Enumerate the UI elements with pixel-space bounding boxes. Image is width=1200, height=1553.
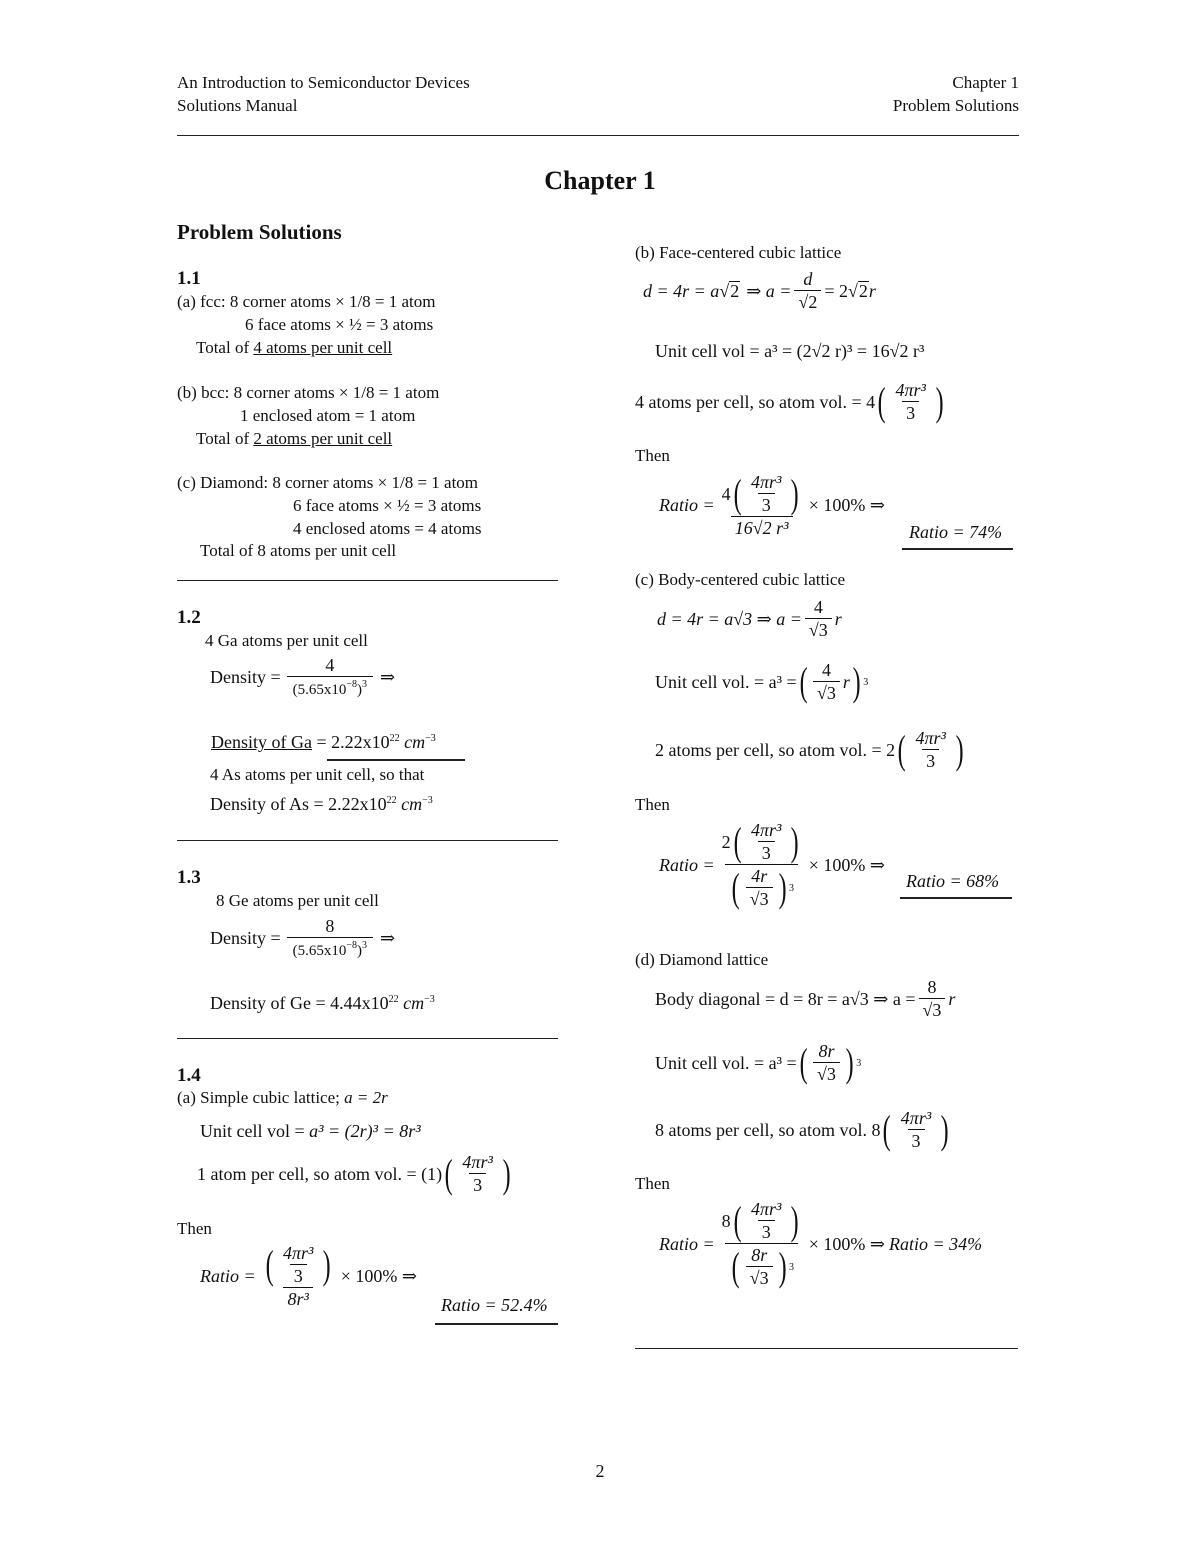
p1-2-as-line: 4 As atoms per unit cell, so that [210,765,425,784]
paren-group: ( $\frac{\text{4πr³}}{3}$ ) [883,1107,949,1152]
paren-group: ( $\frac{\text{4πr³}}{3}$ ) [877,379,944,424]
den-base: 5.65x10 [297,682,347,698]
coef: 4 [721,483,731,504]
result-exp: 22 [388,994,399,1005]
c-vol-label: Unit cell vol. = a³ = [655,671,797,692]
then-label: Then [635,795,670,814]
p1-3-result [210,993,435,1014]
paren-group: ( $\frac{\text{4πr³}}{3}$ ) [897,727,964,772]
ratio-numerator: 4 ( $\frac{\text{4πr³}}{3}$ ) [721,471,800,516]
numerator: 4 [325,655,335,675]
ratio-label: Ratio = [659,1233,715,1254]
denominator: $(5.65x10^{-8})^3$ [287,937,373,960]
ratio-result-b: Ratio = 74% [909,522,1003,542]
paren-group: ( $\frac{8r}{√3}$ ) 3 [799,1040,862,1085]
problem-1-2-number: 1.2 [177,607,201,628]
ratio-b-eq [659,472,885,539]
as-unit: cm [401,794,423,814]
frac-den: 3 [902,401,919,424]
as-label: Density of As = 2.22x10 [210,794,387,814]
result-unit: cm [403,993,425,1013]
result-unit-exp: −3 [425,733,436,744]
frac-num: 4πr³ [915,728,946,748]
p1-4-d-vol [655,1041,861,1085]
a-line-eq: a = 2r [344,1088,388,1107]
density-label: Density = [210,666,281,687]
frac-den: 3 [290,1264,307,1287]
frac-den: √3 [919,998,946,1021]
p1-1-a-total [196,338,392,358]
p1-4-a-line [177,1088,388,1108]
percent-implies: × 100% ⇒ [340,1266,417,1286]
ratio-numerator: 8 ( $\frac{\text{4πr³}}{3}$ ) [721,1198,800,1243]
coef: 8 [721,1210,731,1231]
percent-implies: × 100% ⇒ [808,1233,885,1254]
a-line-text: (a) Simple cubic lattice; [177,1088,345,1107]
frac-den: √3 [813,1062,840,1085]
8r-over-root3 [813,1041,840,1085]
ratio-fraction [718,820,806,910]
4r-over-root3 [746,866,773,910]
den-pow: 3 [362,679,368,690]
ratio-denominator: ( $\frac{8r}{√3}$ ) 3 [725,1243,798,1289]
cube-exponent: 3 [788,1261,794,1273]
p1-1-b-total-prefix: Total of [196,429,254,448]
b-eq-part3: ⇒ a = [746,280,792,301]
b-atom-label: 4 atoms per cell, so atom vol. = 4 [635,391,876,412]
a-atom-label: 1 atom per cell, so atom vol. = (1) [197,1163,443,1184]
d-atom-label: 8 atoms per cell, so atom vol. 8 [655,1119,881,1140]
header-manual: Solutions Manual [177,96,298,115]
ratio-numerator: 2 ( $\frac{\text{4πr³}}{3}$ ) [721,819,800,864]
numerator: 8 [325,916,335,936]
p1-1-c-total: Total of 8 atoms per unit cell [200,541,397,560]
b-eq-part5: r [868,280,876,301]
ratio-denominator: ( $\frac{4r}{√3}$ ) 3 [725,864,798,910]
ratio-d-eq [659,1199,982,1289]
d-eq-text: Body diagonal = d = 8r = a√3 ⇒ a = [655,988,916,1009]
four-pi-r3-over-3 [458,1152,496,1196]
ratio-label: Ratio = [200,1266,256,1286]
p1-2-as-density [210,794,433,815]
radicand: 2 [730,281,740,302]
p1-4-b-vol: Unit cell vol = a³ = (2√2 r)³ = 16√2 r³ [655,341,925,361]
result-label: Density of Ga [211,732,312,752]
frac-den: 3 [758,841,775,864]
divider [177,1038,558,1039]
ratio-result-b-underline [902,548,1013,550]
frac-num: 4πr³ [750,1199,782,1219]
frac-num: 8r [818,1041,835,1061]
implies-symbol: ⇒ [380,927,396,948]
ratio-fraction [718,1199,806,1289]
percent-implies: × 100% ⇒ [808,854,885,875]
p1-4-a-vol [200,1121,421,1142]
frac-num: 8 [927,977,937,997]
eight-over-root3 [919,977,946,1021]
ratio-result-a-underline [435,1323,558,1325]
result-value: = 2.22x10 [311,732,390,752]
frac-num: 4πr³ [900,1108,932,1128]
frac-den: 3 [758,1220,775,1243]
then-label: Then [177,1219,212,1238]
as-exp: 22 [386,795,397,806]
radicand: 2 [858,281,868,302]
header-chapter: Chapter 1 [952,73,1019,92]
p1-4-c-atom [655,728,966,772]
frac-den: √3 [805,618,832,641]
problem-1-3-number: 1.3 [177,867,201,888]
den-exp: −8 [346,679,358,690]
8r-over-root3 [746,1245,773,1289]
p1-1-a-line1: (a) fcc: 8 corner atoms × 1/8 = 1 atom [177,292,436,311]
frac-num: 4r [751,866,768,886]
r-var: r [842,671,850,692]
d-vol-label: Unit cell vol. = a³ = [655,1052,797,1073]
frac-num: 4πr³ [750,472,782,492]
four-pi-r3-over-3 [747,472,785,516]
p1-4-a-atom [197,1152,513,1196]
result-value: Density of Ge = 4.44x10 [210,993,389,1013]
sqrt-symbol: √ [719,280,730,301]
p1-3-line1: 8 Ge atoms per unit cell [216,891,379,910]
p1-4-b-atom [635,380,946,424]
frac-num: 4πr³ [282,1243,314,1263]
frac-num: 4πr³ [462,1152,493,1172]
result-unit-exp: −3 [424,994,435,1005]
p1-4-b-eq [643,269,876,313]
d-over-root2 [794,269,821,313]
ratio-denominator: 16√2 r³ [731,516,793,539]
p1-4-b-title: (b) Face-centered cubic lattice [635,243,842,262]
p1-4-c-eq [657,597,842,641]
denominator: $(5.65x10^{-8})^3$ [287,676,373,699]
p1-1-a-line2: 6 face atoms × ½ = 3 atoms [245,315,434,334]
page-number: 2 [595,1461,605,1481]
ratio-denominator: 8r³ [283,1287,312,1310]
density-fraction [287,916,373,960]
p1-1-c-line3: 4 enclosed atoms = 4 atoms [293,519,482,538]
frac-num: 4πr³ [750,820,782,840]
percent-implies: × 100% ⇒ [808,495,885,515]
cube-exponent: 3 [788,882,794,894]
frac-den: 3 [758,493,775,516]
frac-den: 3 [908,1129,925,1152]
result-exp: 22 [389,733,400,744]
as-unit-exp: −3 [422,795,433,806]
divider [635,1348,1018,1349]
four-pi-r3-over-3 [279,1243,317,1287]
paren-group: ( $\frac{\text{4πr³}}{3}$ ) [444,1151,511,1196]
p1-4-d-atom [655,1108,952,1152]
four-pi-r3-over-3 [897,1108,935,1152]
problem-1-1-number: 1.1 [177,268,201,289]
frac-den: √3 [746,887,773,910]
frac-den: √3 [813,681,840,704]
cube-exponent: 3 [856,1057,862,1069]
frac-den: √2 [794,290,821,313]
frac-den: 3 [922,749,939,772]
result-unit: cm [404,732,426,752]
paren-group: ( $\frac{4}{√3}$ r ) 3 [799,659,869,704]
cube-exponent: 3 [863,676,869,688]
divider [177,580,558,581]
ratio-fraction [259,1243,338,1310]
ratio-c-eq [659,820,885,910]
density-fraction [287,655,373,699]
p1-1-a-total-value: 4 atoms per unit cell [253,338,393,357]
then-label: Then [635,1174,670,1193]
header-rule [177,135,1019,136]
then-label: Then [635,446,670,465]
result-underline [327,759,465,761]
p1-2-density-eq [210,655,395,699]
problem-1-4-number: 1.4 [177,1065,201,1086]
frac-den: √3 [746,1266,773,1289]
p1-1-b-line1: (b) bcc: 8 corner atoms × 1/8 = 1 atom [177,383,440,402]
ratio-result-c-underline [900,897,1012,899]
p1-4-c-title: (c) Body-centered cubic lattice [635,570,846,589]
r-var: r [948,988,956,1009]
ratio-result-a: Ratio = 52.4% [441,1295,548,1315]
b-eq-part1: d = 4r = a [643,280,720,301]
den-pow: 3 [362,940,368,951]
header-book-title: An Introduction to Semiconductor Devices [177,73,470,92]
p1-1-a-total-prefix: Total of [196,338,254,357]
ratio-fraction [718,472,806,539]
density-label: Density = [210,927,281,948]
sqrt-symbol: √ [847,280,858,301]
p1-4-c-vol [655,660,868,704]
frac-num: d [803,269,813,289]
four-pi-r3-over-3 [747,820,785,864]
implies-symbol: ⇒ [380,666,396,687]
chapter-title: Chapter 1 [544,166,656,195]
ratio-a-eq [200,1243,417,1310]
divider [177,840,558,841]
r-var: r [834,608,842,629]
ratio-label: Ratio = [659,854,715,875]
p1-3-density-eq [210,916,395,960]
four-pi-r3-over-3 [911,728,949,772]
p1-2-result [211,732,436,753]
four-over-root3 [805,597,832,641]
section-title: Problem Solutions [177,220,342,244]
ratio-result-c: Ratio = 68% [906,871,1000,891]
coef: 2 [721,831,731,852]
a-vol-label: Unit cell vol = [200,1121,310,1141]
four-pi-r3-over-3 [747,1199,785,1243]
c-eq-text: d = 4r = a√3 ⇒ a = [657,608,802,629]
frac-num: 4 [813,597,823,617]
p1-4-d-eq [655,977,955,1021]
p1-1-c-line2: 6 face atoms × ½ = 3 atoms [293,496,482,515]
frac-num: 8r [751,1245,768,1265]
frac-den: 3 [469,1173,486,1196]
p1-1-b-line2: 1 enclosed atom = 1 atom [240,406,416,425]
ratio-label: Ratio = [659,495,715,515]
c-atom-label: 2 atoms per cell, so atom vol. = 2 [655,739,896,760]
a-vol-expr: a³ = (2r)³ = 8r³ [309,1121,421,1141]
p1-1-c-line1: (c) Diamond: 8 corner atoms × 1/8 = 1 atom [177,473,479,492]
four-over-root3 [813,660,840,704]
frac-num: 4 [821,660,831,680]
p1-1-b-total [196,429,392,449]
ratio-numerator: ( $\frac{\text{4πr³}}{3}$ ) [265,1242,332,1287]
p1-4-d-title: (d) Diamond lattice [635,950,769,969]
four-pi-r3-over-3 [891,380,929,424]
ratio-result-d: Ratio = 34% [888,1233,983,1254]
den-base: 5.65x10 [297,943,347,959]
header-section: Problem Solutions [892,96,1019,115]
p1-2-line1: 4 Ga atoms per unit cell [205,631,368,650]
b-eq-part4: = 2 [824,280,848,301]
p1-1-b-total-value: 2 atoms per unit cell [253,429,393,448]
den-exp: −8 [346,940,358,951]
frac-num: 4πr³ [895,380,926,400]
